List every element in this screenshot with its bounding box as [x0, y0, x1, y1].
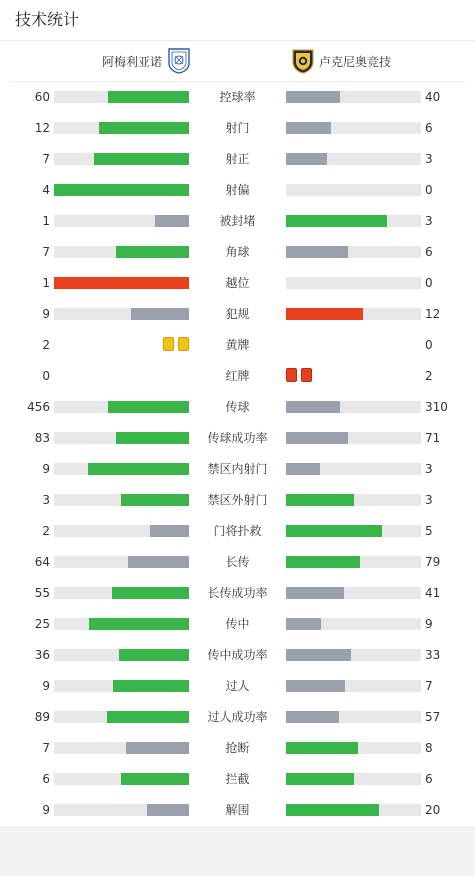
home-stat-bar-fill — [150, 525, 189, 537]
lucknow-crest-icon — [292, 48, 314, 74]
away-stat-value: 41 — [425, 586, 441, 600]
away-stat-value: 0 — [425, 338, 433, 352]
home-stat-bar-fill — [112, 587, 189, 599]
home-team[interactable] — [0, 48, 190, 74]
home-stat-bar-fill — [126, 742, 189, 754]
away-stat-bar — [286, 432, 421, 444]
stat-label: 传中成功率 — [207, 648, 268, 662]
away-stat-value: 71 — [425, 431, 441, 445]
home-stat-bar-fill — [147, 804, 189, 816]
home-stat-value: 7 — [42, 152, 50, 166]
stat-row — [0, 392, 475, 423]
away-stat-value: 9 — [425, 617, 433, 631]
stat-row — [0, 330, 475, 361]
away-stat-bar — [286, 215, 421, 227]
away-stat-bar — [286, 494, 421, 506]
stat-label: 传中 — [225, 617, 250, 631]
home-stat-bar — [54, 618, 189, 630]
away-stat-bar — [286, 556, 421, 568]
home-stat-bar — [54, 525, 189, 537]
home-stat-value: 83 — [34, 431, 50, 445]
home-stat-value: 0 — [42, 369, 50, 383]
stat-row — [0, 175, 475, 206]
away-team-name: 卢克尼奥竞技 — [319, 54, 392, 69]
home-stat-bar-fill — [99, 122, 189, 134]
away-stat-value: 0 — [425, 276, 433, 290]
home-stat-value: 12 — [34, 121, 50, 135]
away-stat-bar-fill — [286, 587, 344, 599]
away-stat-value: 3 — [425, 493, 433, 507]
home-stat-bar — [54, 494, 189, 506]
home-stat-bar — [54, 680, 189, 692]
away-stat-bar-fill — [286, 711, 339, 723]
home-team-name: 阿梅利亚诺 — [101, 54, 162, 69]
divider — [0, 40, 475, 41]
away-stat-bar — [286, 122, 421, 134]
stat-label: 射偏 — [225, 183, 250, 197]
home-stat-bar — [54, 432, 189, 444]
stat-label: 禁区内射门 — [207, 462, 268, 476]
yellow-card-icon — [163, 337, 174, 351]
away-stat-value: 5 — [425, 524, 433, 538]
away-stat-value: 6 — [425, 772, 433, 786]
away-stat-bar — [286, 308, 421, 320]
home-stat-bar — [54, 308, 189, 320]
stat-row — [0, 702, 475, 733]
home-stat-bar-fill — [116, 246, 189, 258]
stat-label: 解围 — [225, 803, 250, 817]
home-stat-bar-fill — [116, 432, 189, 444]
home-stat-bar — [54, 184, 189, 196]
away-stat-value: 2 — [425, 369, 433, 383]
home-stat-bar-fill — [121, 773, 189, 785]
stat-row — [0, 640, 475, 671]
home-stat-bar-fill — [107, 711, 189, 723]
away-stat-bar — [286, 742, 421, 754]
away-stat-bar — [286, 649, 421, 661]
stat-label: 抢断 — [225, 741, 250, 755]
home-stat-value: 7 — [42, 245, 50, 259]
home-stat-value: 36 — [34, 648, 50, 662]
home-stat-value: 6 — [42, 772, 50, 786]
stat-row — [0, 206, 475, 237]
away-stat-value: 57 — [425, 710, 441, 724]
stat-label: 传球 — [225, 400, 250, 414]
stat-label: 被封堵 — [219, 214, 256, 228]
home-stat-bar-fill — [113, 680, 189, 692]
stat-label: 过人成功率 — [207, 710, 268, 724]
home-stat-value: 1 — [42, 276, 50, 290]
stat-label: 角球 — [225, 245, 250, 259]
red-card-icon — [286, 368, 297, 382]
away-stat-bar-fill — [286, 122, 331, 134]
stat-label: 传球成功率 — [207, 431, 268, 445]
home-stat-bar-fill — [108, 401, 189, 413]
stat-row — [0, 144, 475, 175]
stat-row — [0, 671, 475, 702]
home-stat-bar-fill — [155, 215, 189, 227]
away-stat-bar-fill — [286, 215, 387, 227]
home-stat-value: 4 — [42, 183, 50, 197]
stat-row — [0, 361, 475, 392]
alajuelense-crest-icon — [168, 48, 190, 74]
away-stat-value: 7 — [425, 679, 433, 693]
home-stat-bar-fill — [121, 494, 189, 506]
away-stat-value: 20 — [425, 803, 441, 817]
home-stat-bar-fill — [89, 618, 189, 630]
away-stat-bar — [286, 587, 421, 599]
away-stat-value: 3 — [425, 462, 433, 476]
away-stat-bar-fill — [286, 91, 340, 103]
away-stat-bar-fill — [286, 401, 340, 413]
stat-row — [0, 795, 475, 826]
home-stat-bar-fill — [128, 556, 189, 568]
away-team[interactable] — [292, 48, 391, 74]
away-stat-bar — [286, 184, 421, 196]
stat-row — [0, 578, 475, 609]
home-stat-bar — [54, 711, 189, 723]
away-stat-bar-fill — [286, 804, 379, 816]
home-stat-value: 1 — [42, 214, 50, 228]
home-yellow-cards — [163, 337, 189, 351]
away-stat-bar-fill — [286, 618, 321, 630]
away-stat-bar-fill — [286, 463, 320, 475]
away-stat-bar-fill — [286, 308, 363, 320]
away-stat-value: 6 — [425, 121, 433, 135]
home-stat-value: 9 — [42, 307, 50, 321]
away-stat-bar — [286, 401, 421, 413]
away-stat-value: 40 — [425, 90, 441, 104]
away-stat-bar — [286, 91, 421, 103]
page-title: 技术统计 — [15, 10, 80, 29]
away-stat-value: 33 — [425, 648, 441, 662]
away-stat-bar-fill — [286, 246, 348, 258]
away-stat-bar-fill — [286, 556, 360, 568]
stat-row — [0, 485, 475, 516]
home-stat-bar-fill — [94, 153, 189, 165]
stat-label: 过人 — [225, 679, 250, 693]
home-stat-bar — [54, 773, 189, 785]
away-stat-bar — [286, 153, 421, 165]
away-stat-value: 12 — [425, 307, 441, 321]
away-stat-value: 3 — [425, 214, 433, 228]
home-stat-bar — [54, 742, 189, 754]
away-stat-bar-fill — [286, 525, 382, 537]
away-stat-bar — [286, 804, 421, 816]
stat-label: 射正 — [225, 152, 250, 166]
home-stat-value: 9 — [42, 679, 50, 693]
away-stat-bar — [286, 773, 421, 785]
home-stat-bar-fill — [108, 91, 189, 103]
stat-row — [0, 454, 475, 485]
stat-row — [0, 299, 475, 330]
stat-row — [0, 764, 475, 795]
stat-row — [0, 516, 475, 547]
home-stat-bar-fill — [54, 277, 189, 289]
home-stat-bar — [54, 153, 189, 165]
stat-row — [0, 113, 475, 144]
away-stat-bar-fill — [286, 773, 354, 785]
away-stat-bar — [286, 711, 421, 723]
home-stat-bar — [54, 587, 189, 599]
stat-label: 红牌 — [225, 369, 250, 383]
stats-list — [0, 82, 475, 826]
away-stat-bar — [286, 525, 421, 537]
home-stat-bar — [54, 556, 189, 568]
home-stat-bar-fill — [88, 463, 189, 475]
away-stat-value: 0 — [425, 183, 433, 197]
stat-row — [0, 733, 475, 764]
away-stat-value: 79 — [425, 555, 441, 569]
away-stat-bar-fill — [286, 680, 345, 692]
stat-label: 禁区外射门 — [207, 493, 268, 507]
stat-row — [0, 82, 475, 113]
stat-label: 门将扑救 — [213, 524, 262, 538]
home-stat-bar — [54, 122, 189, 134]
away-stat-bar — [286, 680, 421, 692]
home-stat-value: 9 — [42, 462, 50, 476]
home-stat-value: 64 — [34, 555, 50, 569]
away-stat-bar-fill — [286, 742, 358, 754]
away-stat-value: 6 — [425, 245, 433, 259]
stat-label: 射门 — [225, 121, 250, 135]
away-stat-bar — [286, 463, 421, 475]
away-stat-bar-fill — [286, 432, 348, 444]
stat-row — [0, 268, 475, 299]
away-stat-bar-fill — [286, 649, 351, 661]
home-stat-value: 25 — [34, 617, 50, 631]
home-stat-bar — [54, 401, 189, 413]
stat-label: 拦截 — [225, 772, 250, 786]
away-stat-bar — [286, 246, 421, 258]
stat-label: 黄牌 — [225, 338, 250, 352]
away-stat-bar-fill — [286, 153, 327, 165]
home-stat-bar-fill — [119, 649, 189, 661]
home-stat-value: 55 — [34, 586, 50, 600]
away-stat-bar — [286, 618, 421, 630]
home-stat-bar — [54, 277, 189, 289]
away-stat-value: 3 — [425, 152, 433, 166]
away-stat-value: 310 — [425, 400, 448, 414]
home-stat-bar — [54, 91, 189, 103]
red-card-icon — [301, 368, 312, 382]
home-stat-value: 2 — [42, 524, 50, 538]
away-stat-bar-fill — [286, 494, 354, 506]
home-stat-bar-fill — [54, 184, 189, 196]
away-red-cards — [286, 368, 312, 382]
stat-row — [0, 547, 475, 578]
home-stat-value: 60 — [34, 90, 50, 104]
stat-row — [0, 609, 475, 640]
stat-row — [0, 423, 475, 454]
home-stat-bar — [54, 804, 189, 816]
stat-label: 长传成功率 — [207, 586, 268, 600]
away-stat-value: 8 — [425, 741, 433, 755]
away-stat-bar — [286, 277, 421, 289]
home-stat-value: 9 — [42, 803, 50, 817]
stat-label: 控球率 — [219, 90, 256, 104]
yellow-card-icon — [178, 337, 189, 351]
home-stat-value: 2 — [42, 338, 50, 352]
home-stat-value: 89 — [34, 710, 50, 724]
stat-label: 长传 — [225, 555, 250, 569]
home-stat-bar — [54, 463, 189, 475]
home-stat-bar — [54, 215, 189, 227]
stat-row — [0, 237, 475, 268]
home-stat-bar-fill — [131, 308, 189, 320]
home-stat-value: 3 — [42, 493, 50, 507]
home-stat-bar — [54, 246, 189, 258]
home-stat-value: 7 — [42, 741, 50, 755]
home-stat-bar — [54, 649, 189, 661]
stat-label: 越位 — [225, 276, 250, 290]
home-stat-value: 456 — [27, 400, 50, 414]
stat-label: 犯规 — [225, 307, 250, 321]
